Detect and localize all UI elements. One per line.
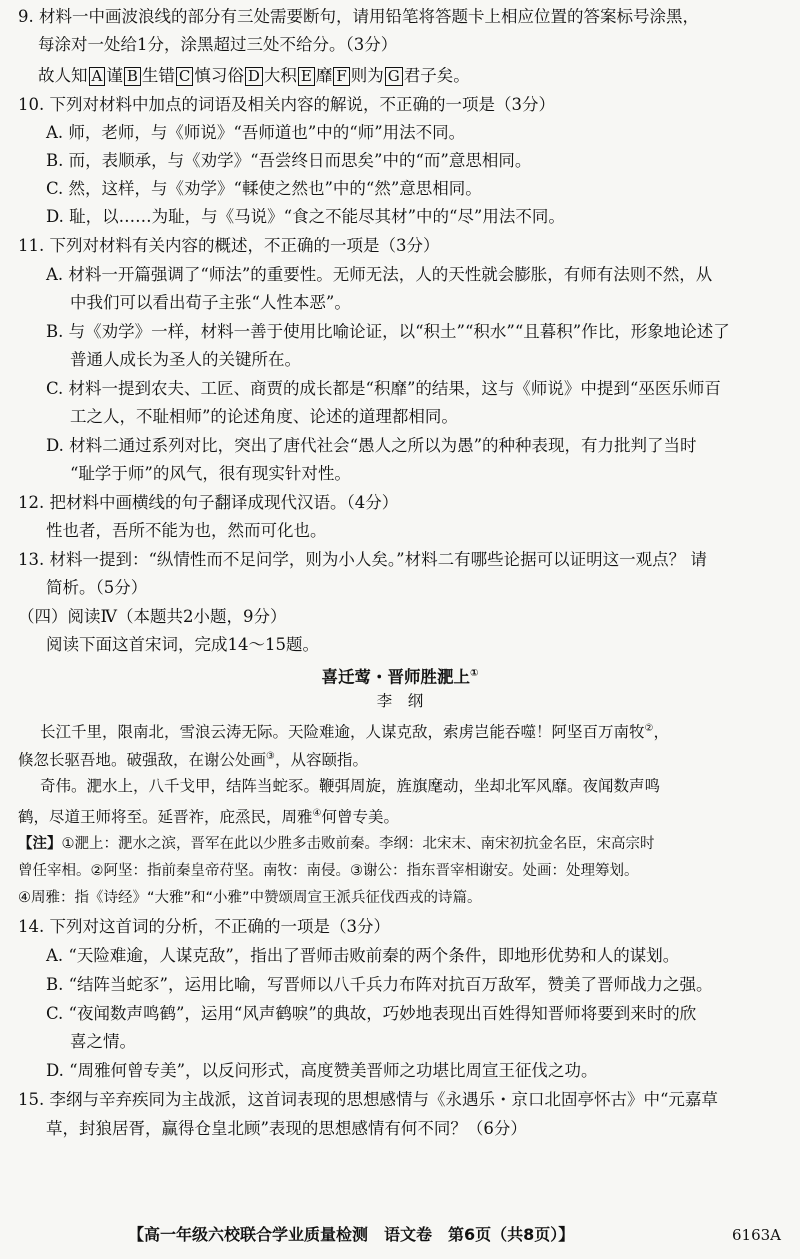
q11-option-a-cont: 中我们可以看出荀子主张“人性本恶”。	[70, 293, 351, 312]
q9-mark-box[interactable]: F	[333, 67, 349, 86]
poem-author: 李 纲	[376, 692, 424, 710]
section-instruction: 阅读下面这首宋词，完成14～15题。	[46, 635, 319, 654]
q9-segment: 靡	[315, 66, 333, 85]
q11-option-d: D. 材料二通过系列对比，突出了唐代社会“愚人之所以为愚”的种种表现，有力批判了当时	[46, 436, 697, 455]
footnote-marker: ③	[266, 751, 275, 762]
q14-option-d: D. “周雅何曾专美”，以反问形式，高度赞美晋师之功堪比周宣王征伐之功。	[46, 1061, 598, 1080]
footnote-marker: ④	[312, 808, 322, 819]
q14-option-b: B. “结阵当蛇豕”，运用比喻，写晋师以八千兵力布阵对抗百万敌军，赞美了晋师战力之强。	[46, 975, 713, 994]
q14-option-c-cont: 喜之情。	[70, 1032, 136, 1051]
q11-option-c-cont: 工之人，不耻相师”的论述角度、论述的道理都相同。	[70, 407, 458, 426]
q9-segment: 则为	[350, 66, 384, 85]
page-footer: 【高一年级六校联合学业质量检测 语文卷 第6页（共8页）】	[128, 1225, 575, 1244]
q9-mark-box[interactable]: C	[176, 67, 193, 86]
poem-line: 长江千里，限南北，雪浪云涛无际。天险难逾，人谋克敌，索虏岂能吞噬！阿坚百万南牧②，	[40, 723, 669, 742]
q10-option-a: A. 师，老师，与《师说》“吾师道也”中的“师”用法不同。	[46, 123, 466, 142]
q10-stem: 10. 下列对材料中加点的词语及相关内容的解说，不正确的一项是（3分）	[18, 95, 555, 114]
q11-option-b-cont: 普通人成长为圣人的关键所在。	[70, 350, 301, 369]
notes-line: 曾任宰相。②阿坚：指前秦皇帝苻坚。南牧：南侵。③谢公：指东晋宰相谢安。处画：处理筹划。	[18, 863, 639, 879]
q9-mark-box[interactable]: A	[89, 67, 106, 86]
notes-line: ④周雅：指《诗经》“大雅”和“小雅”中赞颂周宣王派兵征伐西戎的诗篇。	[18, 890, 482, 906]
q9-line-1: 9. 材料一中画波浪线的部分有三处需要断句，请用铅笔将答题卡上相应位置的答案标号涂黑，	[18, 7, 699, 26]
q9-answer-line	[38, 63, 470, 89]
q9-segment: 谨	[106, 66, 123, 85]
q9-segment: 故人知	[38, 66, 88, 85]
q11-option-a: A. 材料一开篇强调了“师法”的重要性。无师无法，人的天性就会膨胀，有师有法则不然，从	[46, 265, 713, 284]
section-heading: （四）阅读Ⅳ（本题共2小题，9分）	[18, 607, 287, 626]
exam-code: 6163A	[732, 1226, 782, 1244]
poem-title: 喜迁莺・晋师胜淝上①	[321, 667, 479, 687]
poem-line: 鹤，尽道王师将至。延晋祚，庇烝民，周雅④何曾专美。	[18, 808, 399, 827]
q12-stem: 12. 把材料中画横线的句子翻译成现代汉语。（4分）	[18, 493, 399, 512]
poem-line: 奇伟。淝水上，八千戈甲，结阵当蛇豕。鞭弭周旋，旌旗麾动，坐却北军风靡。夜闻数声鸣	[40, 777, 661, 795]
q14-stem: 14. 下列对这首词的分析，不正确的一项是（3分）	[18, 917, 390, 936]
footnote-marker: ②	[644, 723, 654, 734]
q11-stem: 11. 下列对材料有关内容的概述，不正确的一项是（3分）	[18, 236, 440, 255]
q9-segment: 君子矣。	[403, 66, 470, 85]
q10-option-b: B. 而，表顺承，与《劝学》“吾尝终日而思矣”中的“而”意思相同。	[46, 151, 532, 170]
q9-segment: 大积	[263, 66, 297, 85]
q9-line-2: 每涂对一处给1分，涂黑超过三处不给分。（3分）	[38, 35, 398, 54]
q9-mark-box[interactable]: B	[124, 67, 141, 86]
q9-mark-box[interactable]: G	[385, 67, 403, 86]
q15-line-1: 15. 李纲与辛弃疾同为主战派，这首词表现的思想感情与《永遇乐・京口北固亭怀古》中“元嘉草	[18, 1090, 718, 1109]
q13-line-1: 13. 材料一提到：“纵情性而不足问学，则为小人矣。”材料二有哪些论据可以证明这一观点？ 请	[18, 550, 707, 569]
footnote-marker: ①	[470, 668, 479, 679]
q12-sentence: 性也者，吾所不能为也，然而可化也。	[46, 521, 327, 540]
q11-option-c: C. 材料一提到农夫、工匠、商贾的成长都是“积靡”的结果，这与《师说》中提到“巫医乐师百	[46, 379, 721, 398]
poem-line: 倏忽长驱吾地。破强敌，在谢公处画③，从容颐指。	[18, 751, 368, 770]
q14-option-c: C. “夜闻数声鸣鹤”，运用“风声鹤唳”的典故，巧妙地表现出百姓得知晋师将要到来时的欣	[46, 1004, 697, 1023]
q11-option-d-cont: “耻学于师”的风气，很有现实针对性。	[70, 464, 351, 483]
q10-option-d: D. 耻，以……为耻，与《马说》“食之不能尽其材”中的“尽”用法不同。	[46, 207, 565, 226]
notes-label: 【注】	[18, 836, 62, 852]
q14-option-a: A. “天险难逾，人谋克敌”，指出了晋师击败前秦的两个条件，即地形优势和人的谋划。	[46, 946, 680, 965]
q15-line-2: 草，封狼居胥，赢得仓皇北顾”表现的思想感情有何不同？（6分）	[46, 1119, 527, 1138]
q9-segment: 慎习俗	[194, 66, 244, 85]
notes-line: 【注】①淝上：淝水之滨，晋军在此以少胜多击败前秦。李纲：北宋末、南宋初抗金名臣，宋高宗时	[18, 836, 655, 852]
q9-mark-box[interactable]: E	[298, 67, 315, 86]
q11-option-b: B. 与《劝学》一样，材料一善于使用比喻论证，以“积土”“积水”“且暮积”作比，形象地论述了	[46, 322, 730, 341]
q9-segment: 生错	[141, 66, 175, 85]
q9-mark-box[interactable]: D	[245, 67, 263, 86]
q10-option-c: C. 然，这样，与《劝学》“輮使之然也”中的“然”意思相同。	[46, 179, 482, 198]
q13-line-2: 简析。（5分）	[46, 578, 148, 597]
